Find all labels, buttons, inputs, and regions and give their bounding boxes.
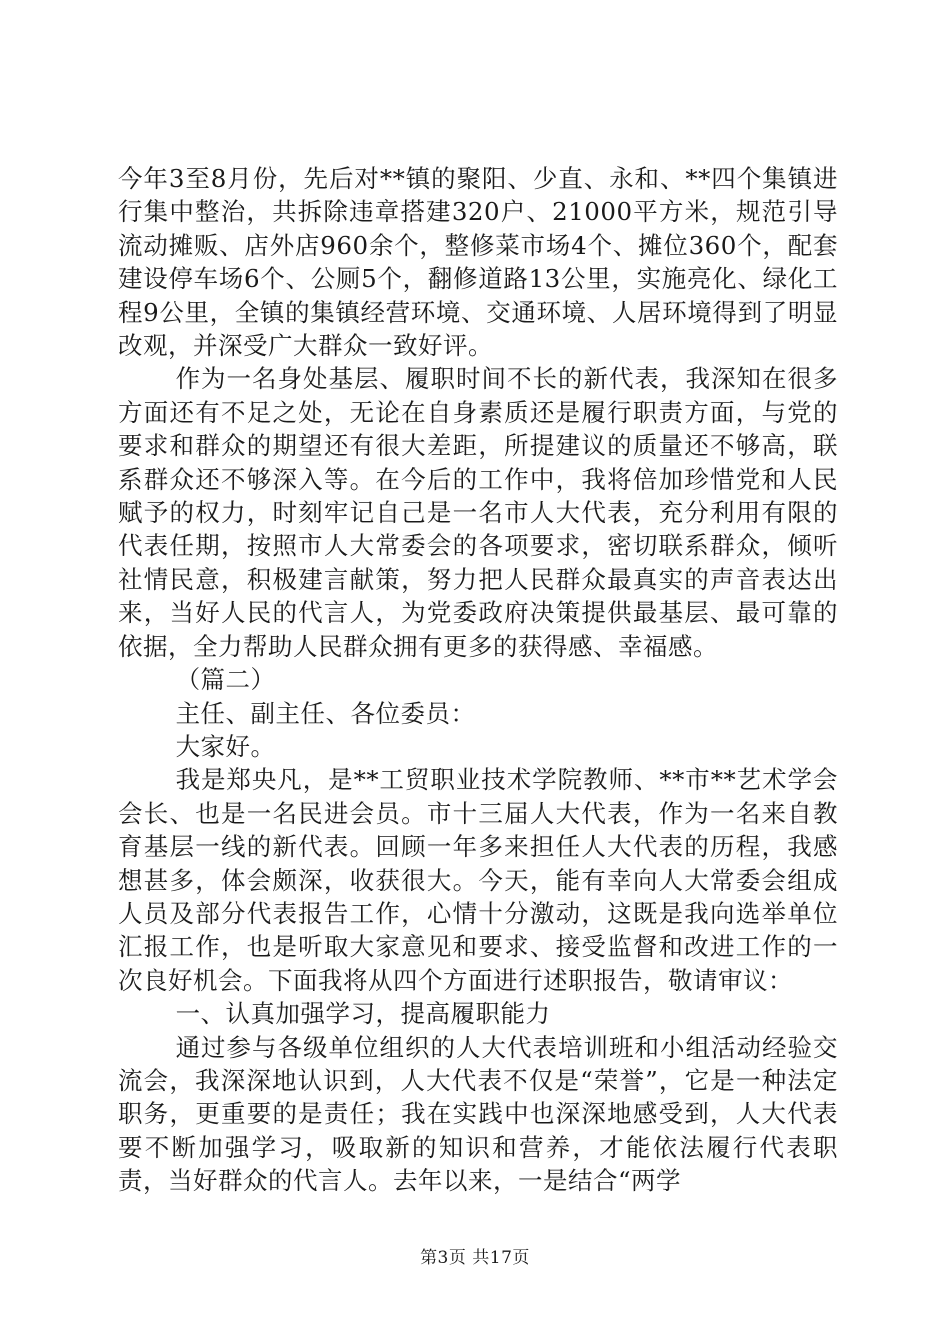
document-body [118,162,838,1198]
section-heading-one: 一、认真加强学习，提高履职能力 [175,999,551,1029]
paragraph-study: 通过参与各级单位组织的人大代表培训班和小组活动经验交流会，我深深地认识到，人大代表不仅是“荣誉”，它是一种法定职务，更重要的是责任；我在实践中也深深地感受到，人大代表要不断加强学习，吸取新的知识和营养，才能依法履行代表职责，当好群众的代言人。去年以来，一是结合“两学 [118,1032,838,1196]
page-number-footer: 第3页 共17页 [420,1248,530,1268]
paragraph-2: 作为一名身处基层、履职时间不长的新代表，我深知在很多方面还有不足之处，无论在自身素质还是履行职责方面，与党的要求和群众的期望还有很大差距，所提建议的质量还不够高，联系群众还不够深入等。在今后的工作中，我将倍加珍惜党和人民赋予的权力，时刻牢记自己是一名市人大代表，充分利用有限的代表任期，按照市人大常委会的各项要求，密切联系群众，倾听社情民意，积极建言献策，努力把人民群众最真实的声音表达出来，当好人民的代言人，为党委政府决策提供最基层、最可靠的依据，全力帮助人民群众拥有更多的获得感、幸福感。 [118,364,838,661]
paragraph-introduction: 我是郑央凡，是**工贸职业技术学院教师、**市**艺术学会会长、也是一名民进会员。市十三届人大代表，作为一名来自教育基层一线的新代表。回顾一年多来担任人大代表的历程，我感想甚多，体会颇深，收获很大。今天，能有幸向人大常委会组成人员及部分代表报告工作，心情十分激动，这既是我向选举单位汇报工作，也是听取大家意见和要求、接受监督和改进工作的一次良好机会。下面我将从四个方面进行述职报告，敬请审议： [118,765,838,995]
salutation: 主任、副主任、各位委员： [175,698,476,728]
section-heading-part-two: （篇二） [175,665,276,695]
paragraph-1: 今年3至8月份，先后对**镇的聚阳、少直、永和、**四个集镇进行集中整治，共拆除违章搭建320户、21000平方米，规范引导流动摊贩、店外店960余个，整修菜市场4个、摊位360个，配套建设停车场6个、公厕5个，翻修道路13公里，实施亮化、绿化工程9公里，全镇的集镇经营环境、交通环境、人居环境得到了明显改观，并深受广大群众一致好评。 [118,164,838,361]
greeting: 大家好。 [175,731,276,761]
